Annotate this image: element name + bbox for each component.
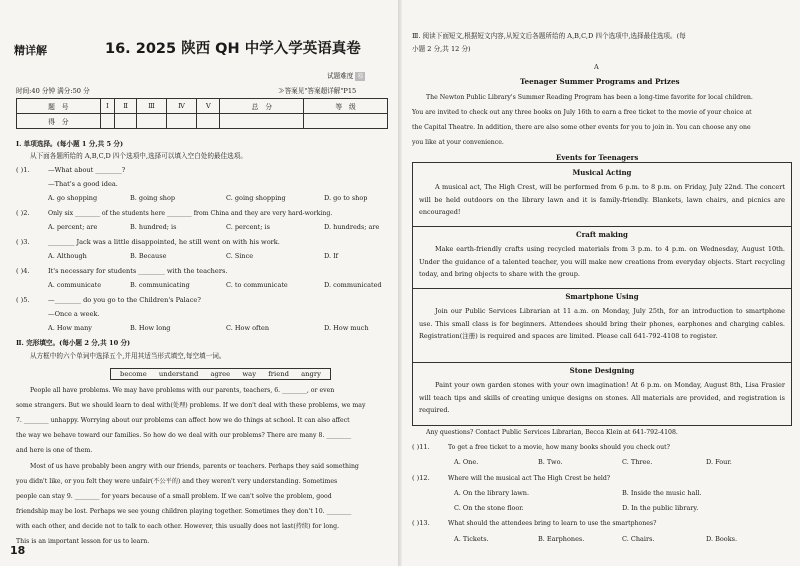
score-row-label: 得 分 [17, 114, 101, 129]
event-title: Stone Designing [569, 366, 635, 375]
passage-line: Most of us have probably been angry with our friends, parents or teachers. Perhaps they said something [30, 463, 359, 470]
events-heading: Events for Teenagers [556, 153, 639, 162]
score-input-cell[interactable] [197, 114, 220, 129]
word-bank-item: become [120, 370, 147, 378]
passage-line: and here is one of them. [16, 447, 93, 454]
answer-option[interactable]: A. On the library lawn. [454, 489, 530, 497]
right-page [402, 0, 800, 566]
passage-line: People all have problems. We may have problems with our parents, teachers, 6. ________, or even [30, 387, 335, 394]
answer-option[interactable]: C. percent; is [226, 223, 270, 231]
question-text: What should the attendees bring to learn to use the smartphones? [448, 520, 657, 527]
answer-option[interactable]: D. Books. [706, 535, 738, 543]
score-cell: Ⅱ [115, 99, 137, 114]
question-number: ( )4. [16, 267, 30, 275]
answer-option[interactable]: B. Because [130, 252, 167, 260]
passage-label: A [594, 63, 599, 71]
answer-option[interactable]: B. Two. [538, 458, 563, 466]
passage-line: friendship may be lost. Perhaps we see young children playing together. Sometimes they don't 10. ________ [16, 508, 352, 515]
word-bank-item: understand [158, 370, 199, 378]
score-input-cell[interactable] [304, 114, 388, 129]
section3-heading-cont: 小题 2 分,共 12 分) [412, 45, 471, 53]
answer-option[interactable]: C. to communicate [226, 281, 288, 289]
answer-option[interactable]: B. hundred; is [130, 223, 177, 231]
answer-option[interactable]: D. If [324, 252, 339, 260]
answer-option[interactable]: C. Since [226, 252, 254, 260]
word-bank [110, 368, 331, 380]
score-cell: Ⅳ [166, 99, 197, 114]
score-input-cell[interactable] [115, 114, 137, 129]
score-cell: 等 级 [304, 99, 388, 114]
answer-option[interactable]: D. Four. [706, 458, 732, 466]
question-number: ( )11. [412, 443, 430, 451]
answer-option[interactable]: A. percent; are [48, 223, 98, 231]
event-text: A musical act, The High Crest, will be performed from 6 p.m. to 8 p.m. on Friday, July 22nd. The concert will be held outdoors on the library lawn and it is family-friendly. Blankets, lawn chairs, and picnics are encouraged! [419, 183, 785, 216]
answer-option[interactable]: D. How much [324, 324, 369, 332]
intro-line: the Capital Theatre. In addition, there are also some other events for you to join in. You can choose any one [412, 124, 751, 131]
answer-option[interactable]: A. Although [48, 252, 87, 260]
answer-option[interactable]: C. How often [226, 324, 270, 332]
answer-option[interactable]: B. How long [130, 324, 171, 332]
difficulty-label: 试题难度 易 [327, 72, 364, 80]
answer-option[interactable]: A. One. [454, 458, 479, 466]
intro-line: You are invited to check out any three books on July 16th to earn a free ticket to the movie of your choice at [412, 109, 752, 116]
passage-line: some strangers. But we should learn to deal with(处理) problems. If we don't deal with these problems, we may [16, 402, 366, 409]
event-text: Paint your own garden stones with your own imagination! At 6 p.m. on Monday, August 8th, Lisa Frasier will teach tips and skills of creating unique designs on stones. All materials are provided, and registration is required. [419, 381, 785, 414]
answer-option[interactable]: A. go shopping [48, 194, 98, 202]
score-input-cell[interactable] [100, 114, 114, 129]
answer-option[interactable]: B. Inside the music hall. [622, 489, 702, 497]
section2-heading: Ⅱ. 完形填空。(每小题 2 分,共 10 分) [16, 339, 131, 347]
answer-option[interactable]: A. Tickets. [454, 535, 489, 543]
event-divider [413, 226, 791, 227]
event-title: Craft making [576, 230, 628, 239]
question-number: ( )5. [16, 296, 30, 304]
question-text: —Once a week. [48, 310, 100, 318]
score-cell: 题 号 [17, 99, 101, 114]
logo: 精详解 [14, 44, 47, 57]
word-bank-item: agree [210, 370, 231, 378]
question-text: —What about ________? [48, 166, 126, 174]
event-title: Musical Acting [572, 168, 632, 177]
question-text: Only six ________ of the students here ________ from China and they are very hard-working. [48, 210, 333, 217]
difficulty-badge: 易 [357, 73, 364, 80]
passage-line: you didn't like, or you felt they were unfair(不公平的) and they weren't very understanding. Sometimes [16, 478, 338, 485]
event-text: Join our Public Services Librarian at 11 a.m. on Monday, July 25th, for an introduction to smartphone use. This small class is for beginners. Attendees should bring their phones, earphones and charging cables. Registration(注册) is required and spaces are limited. Please call 641-792-4108 to register. [419, 307, 785, 340]
answer-option[interactable]: C. On the stone floor. [454, 504, 524, 512]
score-cell: Ⅲ [137, 99, 167, 114]
contact-line: Any questions? Contact Public Services Librarian, Becca Klein at 641-792-4108. [426, 429, 678, 436]
time-info: 时间:40 分钟 满分:50 分 [16, 87, 90, 95]
left-page [0, 0, 398, 566]
answer-option[interactable]: A. How many [48, 324, 92, 332]
question-number: ( )13. [412, 519, 430, 527]
page-number: 18 [10, 544, 26, 557]
question-text: To get a free ticket to a movie, how many books should you check out? [448, 444, 670, 451]
score-cell: 总 分 [220, 99, 304, 114]
answer-option[interactable]: C. going shopping [226, 194, 286, 202]
question-number: ( )2. [16, 209, 30, 217]
intro-line: you like at your convenience. [412, 139, 504, 146]
score-table [16, 98, 388, 129]
score-cell: Ⅴ [197, 99, 220, 114]
answer-option[interactable]: C. Three. [622, 458, 653, 466]
intro-line: The Newton Public Library's Summer Reading Program has been a long-time favorite for local children. [426, 94, 753, 101]
answer-option[interactable]: D. In the public library. [622, 504, 699, 512]
score-table-header-row [17, 99, 388, 114]
answer-option[interactable]: D. communicated [324, 281, 382, 289]
word-bank-item: angry [301, 370, 321, 378]
passage-line: the way we behave toward our families. So how do we deal with our problems? There are many 8. ________ [16, 432, 352, 439]
score-input-cell[interactable] [166, 114, 197, 129]
passage-title: Teenager Summer Programs and Prizes [520, 77, 680, 86]
answer-option[interactable]: B. communicating [130, 281, 190, 289]
word-bank-item: friend [268, 370, 289, 378]
passage-line: people can stay 9. ________ for years because of a small problem. If we can't solve the problem, good [16, 493, 332, 500]
question-number: ( )3. [16, 238, 30, 246]
answer-option[interactable]: D. go to shop [324, 194, 368, 202]
score-input-cell[interactable] [137, 114, 167, 129]
answer-option[interactable]: C. Chairs. [622, 535, 655, 543]
score-cell: Ⅰ [100, 99, 114, 114]
section1-heading: Ⅰ. 单项选择。(每小题 1 分,共 5 分) [16, 140, 124, 148]
answer-option[interactable]: D. hundreds; are [324, 223, 380, 231]
event-divider [413, 288, 791, 289]
section3-heading: Ⅲ. 阅读下面短文,根据短文内容,从短文后各题所给的 A,B,C,D 四个选项中,选择最佳选项。(每 [412, 32, 686, 40]
event-divider [413, 362, 791, 363]
question-number: ( )1. [16, 166, 30, 174]
question-text: —________ do you go to the Children's Palace? [48, 296, 201, 304]
score-table-score-row [17, 114, 388, 129]
score-input-cell[interactable] [220, 114, 304, 129]
events-box [412, 162, 792, 426]
question-text: —That's a good idea. [48, 180, 118, 188]
section1-instruction: 从下面各题所给的 A,B,C,D 四个选项中,选择可以填入空白处的最佳选项。 [30, 152, 247, 160]
question-text: ________ Jack was a little disappointed, he still went on with his work. [48, 238, 280, 246]
passage-line: with each other, and decide not to talk to each other. However, this usually does not last(持续) for long. [16, 523, 340, 530]
event-text: Make earth-friendly crafts using recycled materials from 3 p.m. to 4 p.m. on Wednesday, August 10th. Under the guidance of a talented teacher, you will make new creations from everyday objects. Start recycling today, and bring objects to share with the group. [419, 245, 785, 278]
answer-option[interactable]: A. communicate [48, 281, 102, 289]
question-number: ( )12. [412, 474, 430, 482]
event-title: Smartphone Using [565, 292, 639, 301]
section2-instruction: 从方框中的六个单词中选择五个,并用其适当形式填空,每空填一词。 [30, 352, 226, 360]
answer-option[interactable]: B. Earphones. [538, 535, 585, 543]
question-text: It's necessary for students ________ with the teachers. [48, 267, 228, 275]
question-text: Where will the musical act The High Crest be held? [448, 475, 611, 482]
passage-line: 7. ________ unhappy. Worrying about our problems can affect how we do things at school. It can also affect [16, 417, 350, 424]
answer-option[interactable]: B. going shop [130, 194, 176, 202]
passage-line: This is an important lesson for us to learn. [16, 538, 150, 545]
word-bank-item: way [242, 370, 257, 378]
answer-reference: ≫答案见"答案超详解"P15 [278, 87, 357, 95]
page-title: 16. 2025 陕西 QH 中学入学英语真卷 [105, 41, 361, 57]
